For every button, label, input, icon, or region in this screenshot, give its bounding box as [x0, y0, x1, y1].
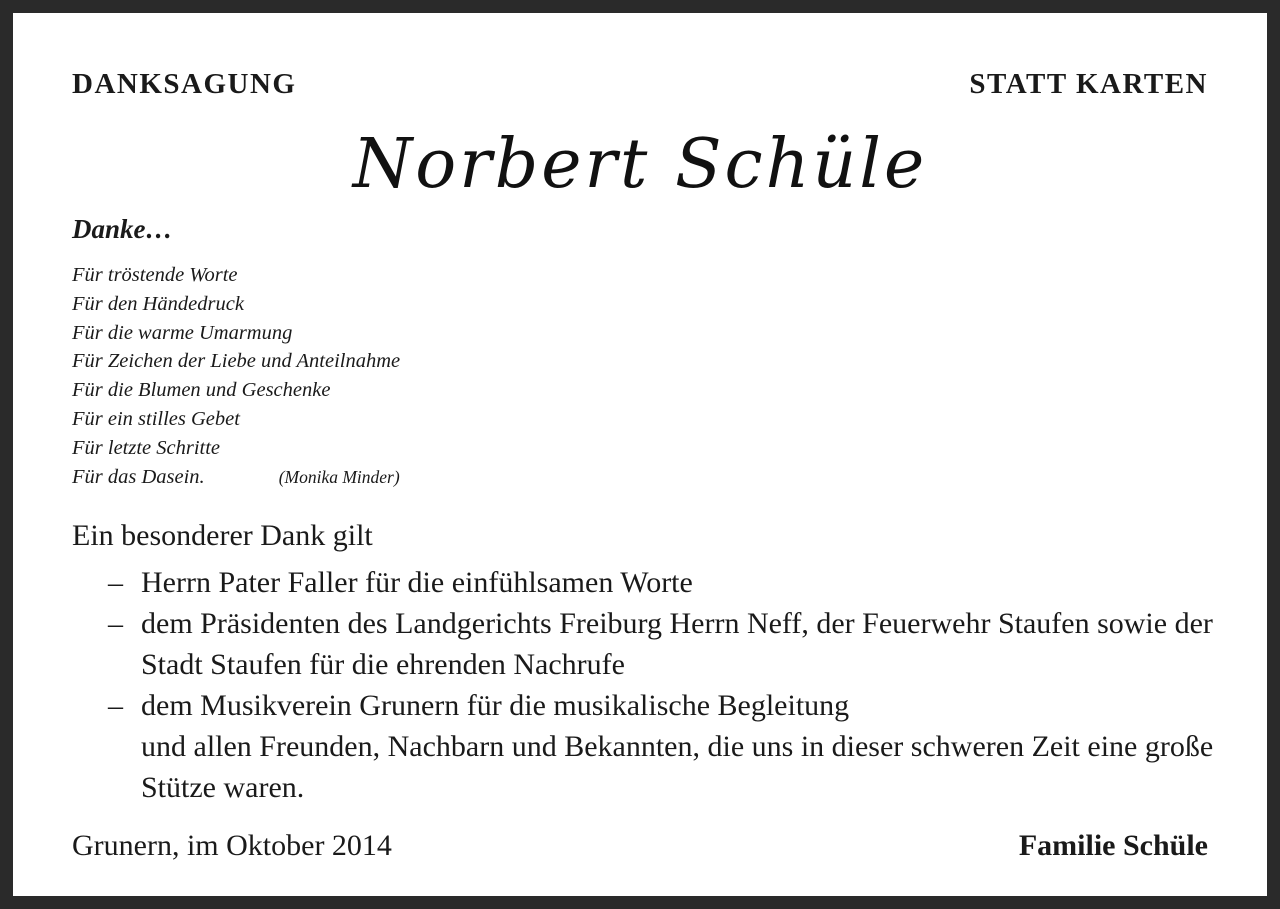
poem-title: Danke… [72, 214, 173, 244]
poem-line: Für die Blumen und Geschenke [72, 379, 331, 402]
poem-last-line [72, 463, 400, 492]
poem-line: Für das Dasein. [72, 465, 205, 488]
poem-attribution: (Monika Minder) [278, 466, 400, 487]
place-date: Grunern, im Oktober 2014 [72, 829, 392, 862]
poem-line: Für ein stilles Gebet [72, 407, 240, 430]
family-signature: Familie Schüle [1018, 829, 1208, 862]
poem-line: Für tröstende Worte [72, 264, 238, 286]
notice-heading: DANKSAGUNG [72, 68, 297, 100]
thanks-item [72, 685, 1237, 726]
thanks-item [72, 562, 1237, 603]
poem [72, 261, 400, 491]
poem-line: Für die warme Umarmung [72, 321, 293, 344]
thanks-list [72, 562, 1237, 726]
thanks-item-text: dem Präsidenten des Landgerichts Freiburg Herrn Neff, der Feuerwehr Staufen sowie der Stadt Staufen für die ehrenden Nachrufe [141, 607, 1213, 681]
thanks-item-text: dem Musikverein Grunern für die musikalische Begleitung [141, 689, 850, 722]
poem-line: Für Zeichen der Liebe und Anteilnahme [72, 350, 401, 373]
deceased-name: Norbert Schüle [352, 125, 928, 204]
thanks-item [72, 603, 1237, 685]
notice-subheading: STATT KARTEN [969, 68, 1208, 100]
thanks-item-text: Herrn Pater Faller für die einfühlsamen Worte [141, 566, 693, 599]
dash-bullet: – [108, 566, 123, 599]
poem-line: Für letzte Schritte [72, 436, 221, 459]
thanks-intro: Ein besonderer Dank gilt [72, 519, 373, 552]
dash-bullet: – [108, 689, 123, 722]
dash-bullet: – [108, 607, 123, 640]
poem-line: Für den Händedruck [72, 292, 244, 315]
thanks-closing: und allen Freunden, Nachbarn und Bekannten, die uns in dieser schweren Zeit eine große Stütze waren. [141, 730, 1214, 804]
